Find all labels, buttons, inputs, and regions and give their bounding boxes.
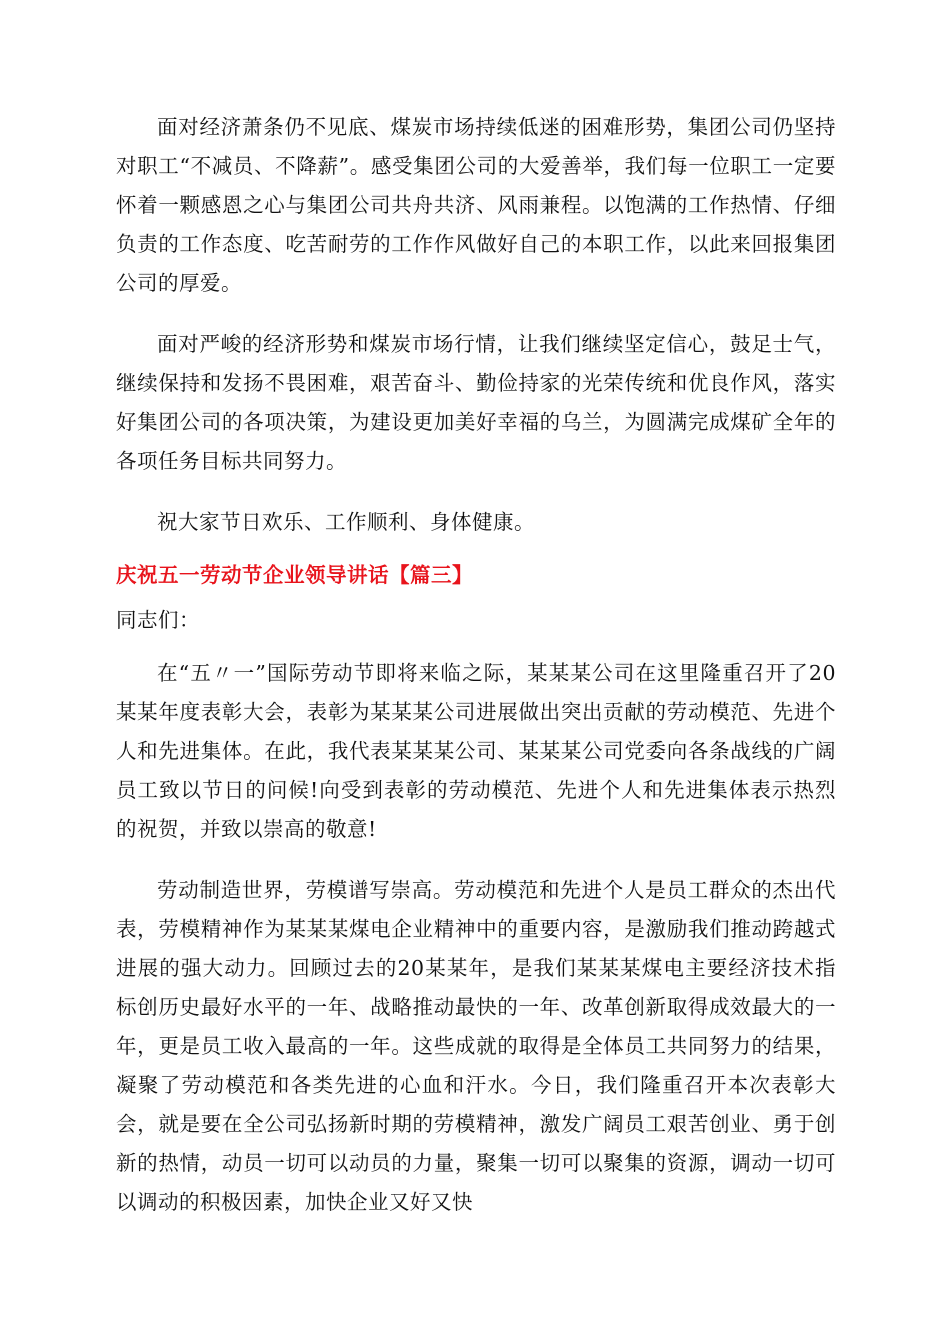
paragraph-gap [116,640,836,654]
paragraph-award-ceremony: 在“五〃一”国际劳动节即将来临之际，某某某公司在这里隆重召开了20某某年度表彰大会，表彰为某某某公司进展做出突出贡献的劳动模范、先进个人和先进集体。在此，我代表某某某公司、某某某公司党委向各条战线的广阔员工致以节日的问候!向受到表彰的劳动模范、先进个人和先进集体表示热烈的祝贺，并致以崇高的敬意! [116,661,836,841]
paragraph-gap [116,849,836,871]
paragraph-economic-situation: 面对经济萧条仍不见底、煤炭市场持续低迷的困难形势，集团公司仍坚持对职工“不减员、不降薪”。感受集团公司的大爱善举，我们每一位职工一定要怀着一颗感恩之心与集团公司共舟共济、风雨兼程。以饱满的工作热情、仔细负责的工作态度、吃苦耐劳的工作作风做好自己的本职工作，以此来回报集团公司的厚爱。 [116,115,836,295]
paragraph-labor-model-spirit: 劳动制造世界，劳模谱写崇高。劳动模范和先进个人是员工群众的杰出代表，劳模精神作为某某某煤电企业精神中的重要内容，是激励我们推动跨越式进展的强大动力。回顾过去的20某某年，是我们某某某煤电主要经济技术指标创历史最好水平的一年、战略推动最快的一年、改革创新取得成效最大的一年，更是员工收入最高的一年。这些成就的取得是全体员工共同努力的结果，凝聚了劳动模范和各类先进的心血和汗水。今日，我们隆重召开本次表彰大会，就是要在全公司弘扬新时期的劳模精神，激发广阔员工艰苦创业、勇于创新的热情，动员一切可以动员的力量，聚集一切可以聚集的资源，调动一切可以调动的积极因素，加快企业又好又快 [116,878,836,1214]
document-page [116,108,836,1222]
paragraph-holiday-wishes: 祝大家节日欢乐、工作顺利、身体健康。 [157,510,535,534]
section-heading: 庆祝五一劳动节企业领导讲话【篇三】 [116,563,473,587]
paragraph-confidence: 面对严峻的经济形势和煤炭市场行情，让我们继续坚定信心，鼓足士气，继续保持和发扬不畏困难，艰苦奋斗、勤俭持家的光荣传统和优良作风，落实好集团公司的各项决策，为建设更加美好幸福的乌兰，为圆满完成煤矿全年的各项任务目标共同努力。 [116,332,836,473]
paragraph-gap [116,481,836,503]
paragraph-gap [116,542,836,556]
salutation: 同志们： [116,608,200,632]
paragraph-gap [116,303,836,325]
